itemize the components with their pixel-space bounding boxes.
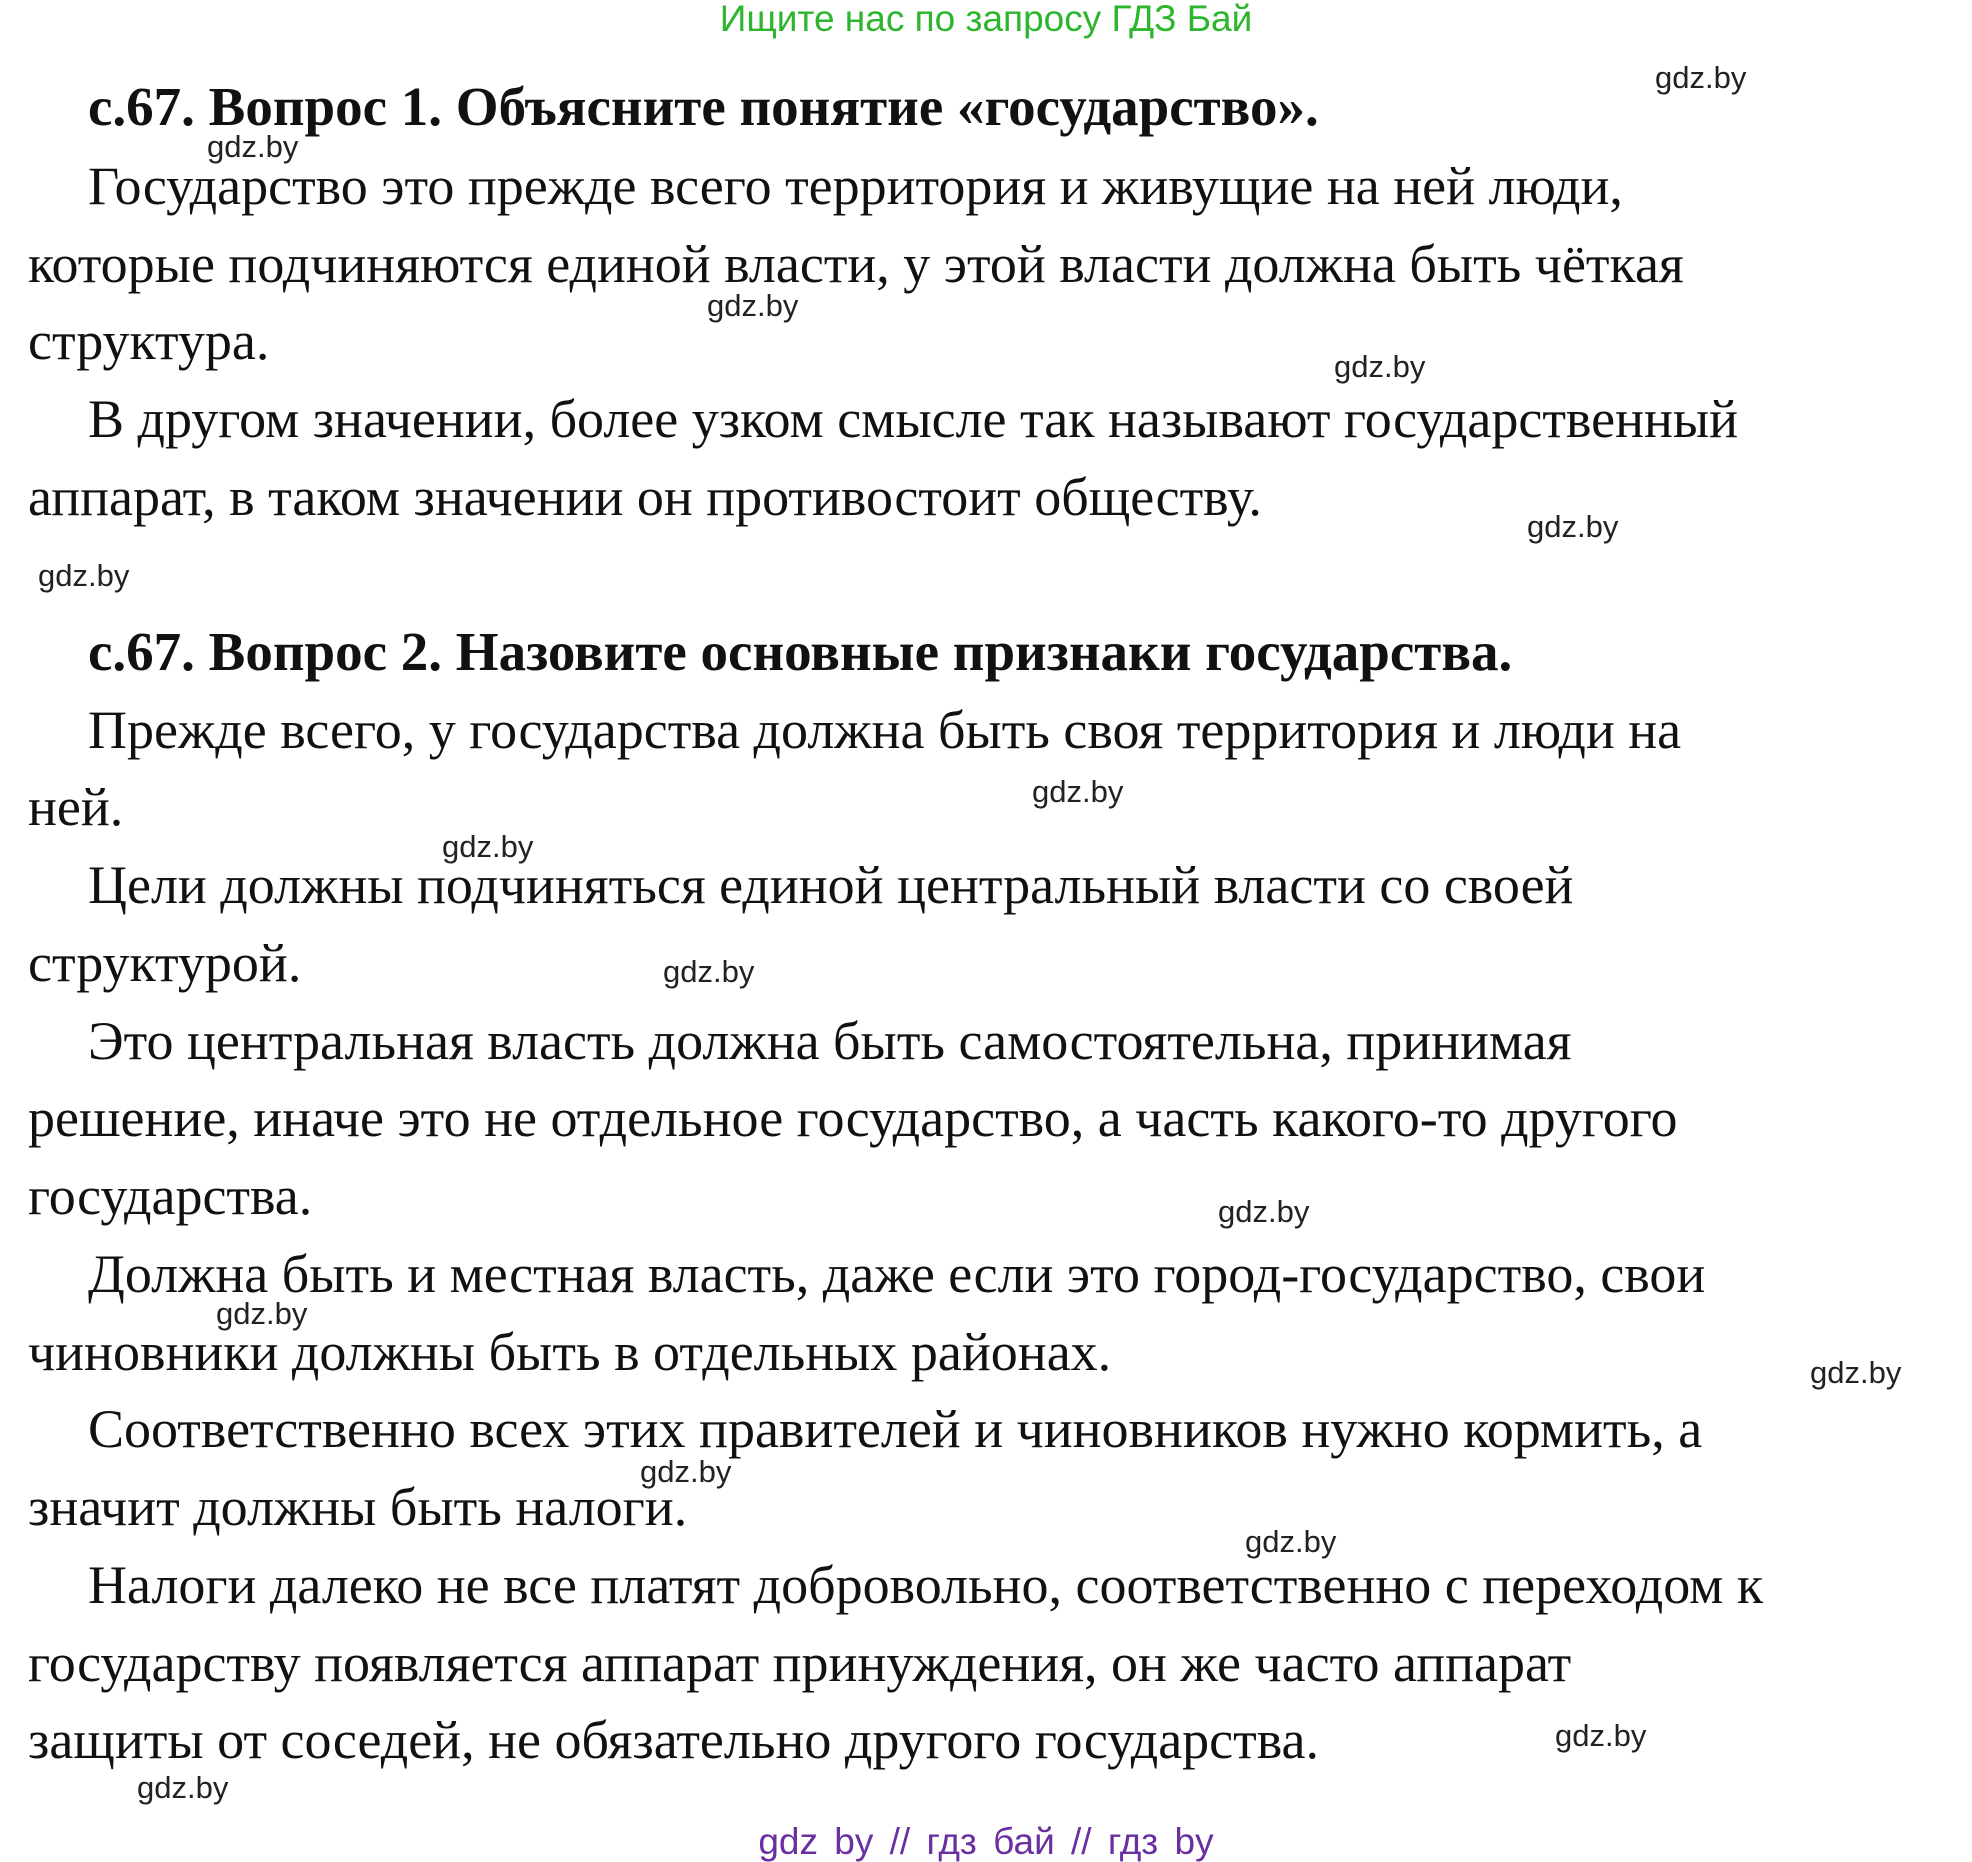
watermark: gdz.by [663,954,755,989]
watermark: gdz.by [1527,509,1619,544]
q1-p2-line1: В другом значении, более узком смысле так называют государственный [88,389,1739,449]
watermark: gdz.by [1555,1718,1647,1753]
q2-p1-line1: Прежде всего, у государства должна быть своя территория и люди на [88,700,1682,760]
watermark: gdz.by [640,1454,732,1489]
footer-links[interactable]: gdz by // гдз бай // гдз by [758,1821,1214,1862]
q1-p1-line3: структура. [28,311,270,371]
q2-p3-line2: решение, иначе это не отдельное государство, а часть какого-то другого [28,1088,1678,1148]
q2-p3-line1: Это центральная власть должна быть самостоятельна, принимая [88,1011,1572,1071]
q1-p2-line2: аппарат, в таком значении он противостоит обществу. [28,467,1262,527]
q2-p5-line1: Соответственно всех этих правителей и чиновников нужно кормить, а [88,1399,1703,1459]
watermark: gdz.by [1245,1524,1337,1559]
q2-p2-line1: Цели должны подчиняться единой центральный власти со своей [88,855,1574,915]
q2-p6-line1: Налоги далеко не все платят добровольно, соответственно с переходом к [88,1555,1764,1615]
q2-p4-line2: чиновники должны быть в отдельных районах. [28,1322,1112,1382]
watermark: gdz.by [1218,1194,1310,1229]
watermark: gdz.by [207,129,299,164]
q2-p6-line3: защиты от соседей, не обязательно другого государства. [28,1710,1319,1770]
watermark: gdz.by [1810,1355,1902,1390]
watermark: gdz.by [137,1770,229,1805]
q2-p6-line2: государству появляется аппарат принуждения, он же часто аппарат [28,1633,1572,1693]
watermark: gdz.by [38,558,130,593]
watermark: gdz.by [1032,774,1124,809]
q2-p2-line2: структурой. [28,933,302,993]
question-1-heading: с.67. Вопрос 1. Объясните понятие «государство». [88,76,1319,137]
watermark: gdz.by [442,829,534,864]
question-2-heading: с.67. Вопрос 2. Назовите основные признаки государства. [88,621,1513,682]
q2-p5-line2: значит должны быть налоги. [28,1477,688,1537]
watermark: gdz.by [1334,349,1426,384]
q2-p3-line3: государства. [28,1166,313,1226]
q2-p4-line1: Должна быть и местная власть, даже если это город-государство, свои [88,1244,1706,1304]
watermark: gdz.by [707,288,799,323]
q1-p1-line1: Государство это прежде всего территория и живущие на ней люди, [88,156,1623,216]
q2-p1-line2: ней. [28,777,124,837]
top-banner[interactable]: Ищите нас по запросу ГДЗ Бай [719,0,1253,39]
watermark: gdz.by [1655,60,1747,95]
q1-p1-line2: которые подчиняются единой власти, у этой власти должна быть чёткая [28,234,1684,294]
watermark: gdz.by [216,1296,308,1331]
